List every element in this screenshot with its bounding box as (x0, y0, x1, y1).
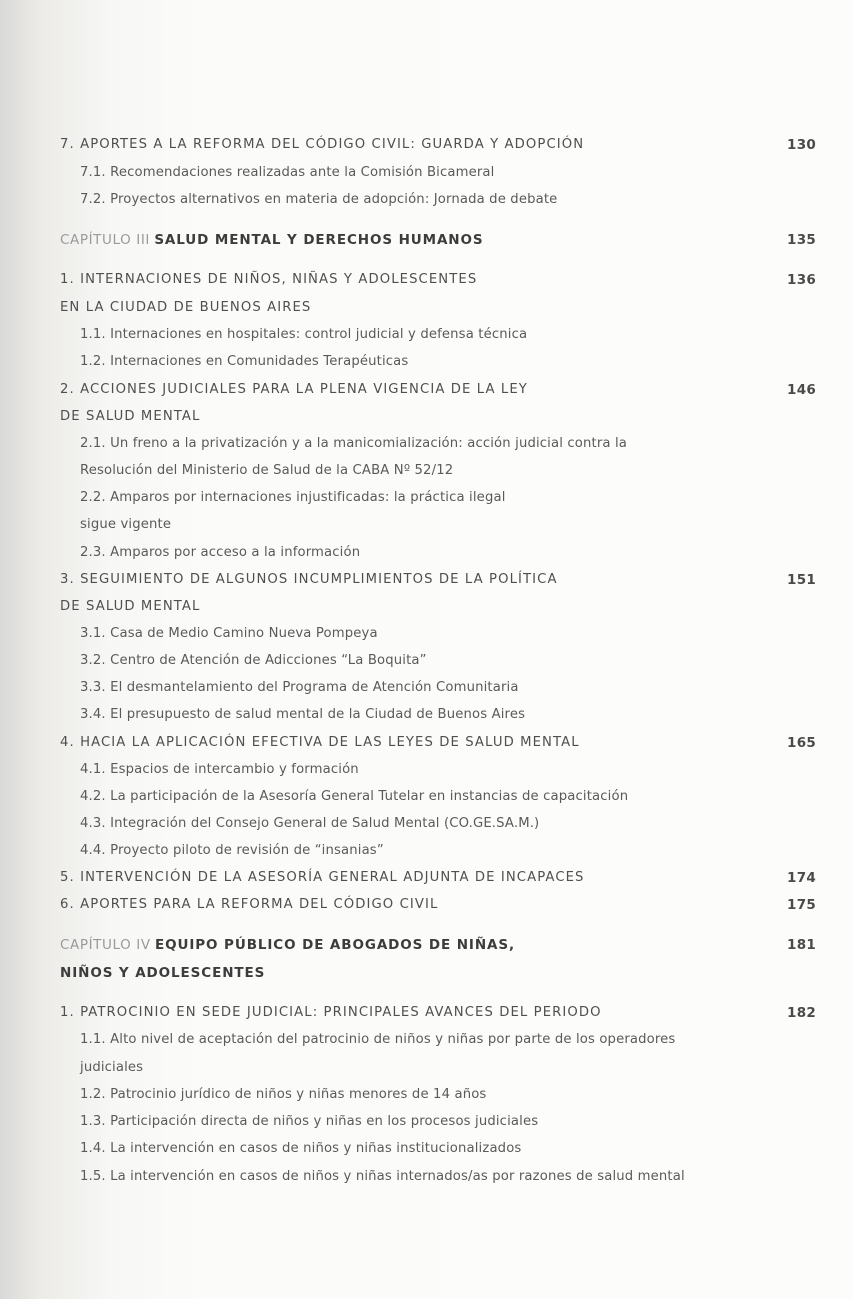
toc-entry (0, 568, 853, 592)
toc-entry (0, 513, 853, 537)
toc-entry (0, 1110, 853, 1134)
chapter-title (60, 228, 484, 252)
toc-entry (0, 161, 853, 185)
toc-entry (0, 323, 853, 347)
page-number: 136 (787, 272, 817, 288)
toc-entry (0, 649, 853, 673)
subsection-title: 1.3. Participación directa de niños y niñas en los procesos judiciales (80, 1114, 539, 1129)
toc-entry (0, 228, 853, 252)
toc-entry (0, 758, 853, 782)
subsection-title: 2.3. Amparos por acceso a la información (80, 545, 361, 560)
toc-entry (0, 785, 853, 809)
chapter-name-continued: NIÑOS Y ADOLESCENTES (60, 965, 266, 981)
chapter-name: SALUD MENTAL Y DERECHOS HUMANOS (154, 232, 484, 248)
toc-entry (0, 1001, 853, 1025)
section-title-continued: DE SALUD MENTAL (60, 409, 201, 424)
section-title: 1. PATROCINIO EN SEDE JUDICIAL: PRINCIPALES AVANCES DEL PERIODO (60, 1005, 602, 1020)
subsection-title: 1.1. Internaciones en hospitales: control judicial y defensa técnica (80, 327, 528, 342)
toc-entry (0, 933, 853, 957)
toc-entry (0, 812, 853, 836)
subsection-title: 3.2. Centro de Atención de Adicciones “La Boquita” (80, 653, 427, 668)
toc-entry (0, 1028, 853, 1052)
chapter-title (60, 933, 515, 957)
section-title: 3. SEGUIMIENTO DE ALGUNOS INCUMPLIMIENTOS DE LA POLÍTICA (60, 572, 558, 587)
section-title: 5. INTERVENCIÓN DE LA ASESORÍA GENERAL ADJUNTA DE INCAPACES (60, 870, 585, 885)
subsection-title: 1.2. Patrocinio jurídico de niños y niñas menores de 14 años (80, 1087, 487, 1102)
subsection-title: 2.1. Un freno a la privatización y a la manicomialización: acción judicial contra la (80, 436, 628, 451)
chapter-label: CAPÍTULO IV (60, 937, 151, 953)
toc-entry (0, 296, 853, 320)
toc-entry (0, 432, 853, 456)
toc-entry (0, 1056, 853, 1080)
page-number: 182 (787, 1005, 817, 1021)
subsection-title-continued: sigue vigente (80, 517, 172, 532)
subsection-title: 1.5. La intervención en casos de niños y niñas internados/as por razones de salud mental (80, 1169, 685, 1184)
section-title-continued: DE SALUD MENTAL (60, 599, 201, 614)
subsection-title: 3.3. El desmantelamiento del Programa de Atención Comunitaria (80, 680, 519, 695)
toc-entry (0, 676, 853, 700)
page-number: 151 (787, 572, 817, 588)
toc-entry (0, 622, 853, 646)
section-title: 2. ACCIONES JUDICIALES PARA LA PLENA VIGENCIA DE LA LEY (60, 382, 528, 397)
subsection-title: 2.2. Amparos por internaciones injustificadas: la práctica ilegal (80, 490, 506, 505)
page-number: 165 (787, 735, 817, 751)
subsection-title: 7.2. Proyectos alternativos en materia de adopción: Jornada de debate (80, 192, 558, 207)
subsection-title: 7.1. Recomendaciones realizadas ante la Comisión Bicameral (80, 165, 495, 180)
chapter-label: CAPÍTULO III (60, 232, 151, 248)
page-number: 174 (787, 870, 817, 886)
toc-entry (0, 268, 853, 292)
page-number: 135 (787, 232, 817, 248)
page-number: 181 (787, 937, 817, 953)
toc-entry (0, 405, 853, 429)
subsection-title: 1.2. Internaciones en Comunidades Terapéuticas (80, 354, 409, 369)
subsection-title: 3.1. Casa de Medio Camino Nueva Pompeya (80, 626, 378, 641)
subsection-title: 1.1. Alto nivel de aceptación del patrocinio de niños y niñas por parte de los operadores (80, 1032, 676, 1047)
subsection-title: 4.2. La participación de la Asesoría General Tutelar en instancias de capacitación (80, 789, 629, 804)
subsection-title: 4.1. Espacios de intercambio y formación (80, 762, 359, 777)
subsection-title: 3.4. El presupuesto de salud mental de la Ciudad de Buenos Aires (80, 707, 526, 722)
subsection-title-continued: judiciales (80, 1060, 144, 1075)
toc-entry (0, 961, 853, 985)
toc-entry (0, 731, 853, 755)
subsection-title-continued: Resolución del Ministerio de Salud de la CABA Nº 52/12 (80, 463, 454, 478)
toc-entry (0, 703, 853, 727)
toc-entry (0, 595, 853, 619)
section-title: 4. HACIA LA APLICACIÓN EFECTIVA DE LAS LEYES DE SALUD MENTAL (60, 735, 580, 750)
toc-entry (0, 459, 853, 483)
subsection-title: 1.4. La intervención en casos de niños y niñas institucionalizados (80, 1141, 522, 1156)
toc-entry (0, 378, 853, 402)
toc-entry (0, 893, 853, 917)
toc-entry (0, 188, 853, 212)
toc-entry (0, 541, 853, 565)
toc-entry (0, 350, 853, 374)
page-number: 130 (787, 137, 817, 153)
toc-entry (0, 133, 853, 157)
toc-entry (0, 866, 853, 890)
section-title-continued: EN LA CIUDAD DE BUENOS AIRES (60, 300, 312, 315)
chapter-name: EQUIPO PÚBLICO DE ABOGADOS DE NIÑAS, (154, 937, 516, 953)
toc-entry (0, 1137, 853, 1161)
section-title: 7. APORTES A LA REFORMA DEL CÓDIGO CIVIL: GUARDA Y ADOPCIÓN (60, 137, 585, 152)
toc-entry (0, 486, 853, 510)
toc-entry (0, 839, 853, 863)
page-number: 146 (787, 382, 817, 398)
section-title: 1. INTERNACIONES DE NIÑOS, NIÑAS Y ADOLESCENTES (60, 272, 478, 287)
subsection-title: 4.3. Integración del Consejo General de Salud Mental (CO.GE.SA.M.) (80, 816, 540, 831)
page-number: 175 (787, 897, 817, 913)
section-title: 6. APORTES PARA LA REFORMA DEL CÓDIGO CIVIL (60, 897, 439, 912)
subsection-title: 4.4. Proyecto piloto de revisión de “insanias” (80, 843, 384, 858)
toc-entry (0, 1165, 853, 1189)
toc-entry (0, 1083, 853, 1107)
